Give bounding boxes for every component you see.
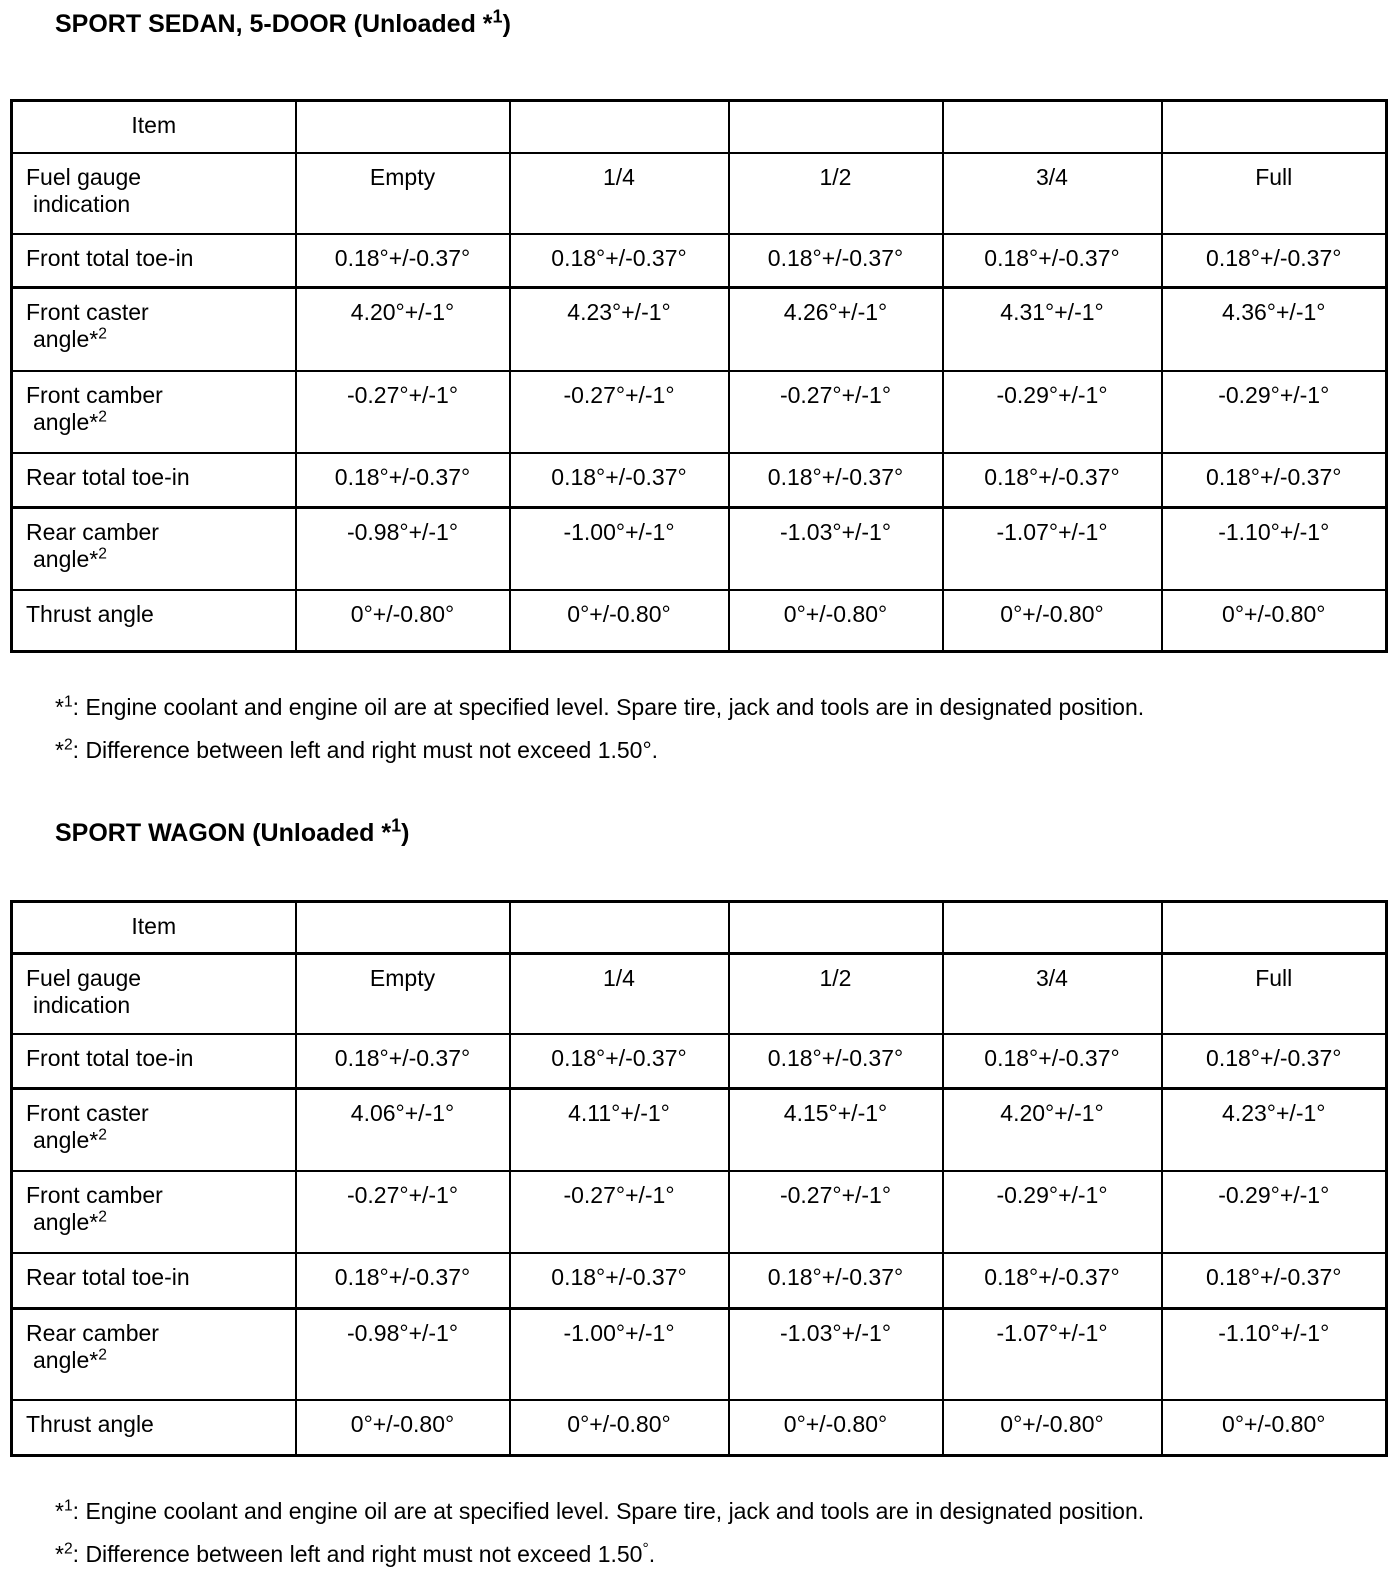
row-label-line-1: Thrust angle [26, 1411, 154, 1438]
footnote-marker: * [55, 736, 64, 763]
table-row [12, 371, 1387, 453]
row-label-cell [12, 508, 296, 590]
value-cell: 4.20°+/-1° [943, 1088, 1162, 1171]
row-label-line-1: Rear camber [26, 519, 159, 545]
value-cell: 4.26°+/-1° [729, 288, 943, 371]
value-cell: 4.06°+/-1° [296, 1088, 510, 1171]
row-label-cell [12, 453, 296, 508]
value-cell: -0.27°+/-1° [296, 1171, 510, 1253]
empty-header-cell [943, 101, 1162, 153]
value-cell: -0.27°+/-1° [510, 1171, 729, 1253]
value-cell: 1/4 [510, 153, 729, 234]
value-cell: 3/4 [943, 153, 1162, 234]
table-header-row [12, 901, 1387, 953]
value-cell: 0.18°+/-0.37° [943, 453, 1162, 508]
value-cell: 4.11°+/-1° [510, 1088, 729, 1171]
table-row [12, 234, 1387, 288]
row-label-cell [12, 288, 296, 371]
value-cell: 0.18°+/-0.37° [729, 1253, 943, 1308]
value-cell: Full [1162, 953, 1387, 1034]
footnote-text: Difference between left and right must not exceed 1.50 [85, 1540, 643, 1567]
value-cell: 4.23°+/-1° [510, 288, 729, 371]
table-row [12, 153, 1387, 234]
empty-header-cell [1162, 101, 1387, 153]
row-label-line-1: Fuel gauge [26, 964, 142, 991]
row-label-footnote-ref: 2 [98, 1346, 107, 1364]
row-label-cell [12, 1400, 296, 1455]
value-cell: 0.18°+/-0.37° [510, 1253, 729, 1308]
footnote-1 [55, 1497, 1392, 1527]
row-label-cell [12, 1171, 296, 1253]
footnotes-wagon [55, 1497, 1392, 1570]
row-label-line-1: Thrust angle [26, 600, 154, 627]
value-cell: 0°+/-0.80° [296, 590, 510, 652]
value-cell: -0.29°+/-1° [943, 1171, 1162, 1253]
alignment-spec-table-sedan [10, 99, 1388, 653]
row-label-line-2: angle*$^2$ [33, 407, 107, 435]
value-cell: 0.18°+/-0.37° [296, 234, 510, 288]
value-cell: Empty [296, 153, 510, 234]
row-label-cell [12, 1253, 296, 1308]
table-header-row [12, 101, 1387, 153]
table-row [12, 953, 1387, 1034]
table-row [12, 1253, 1387, 1308]
value-cell: -0.98°+/-1° [296, 508, 510, 590]
value-cell: 0.18°+/-0.37° [729, 234, 943, 288]
row-label-line-2: angle*$^2$ [33, 1126, 107, 1153]
footnote-marker-number: 1 [63, 693, 73, 711]
item-header-cell: Item [12, 101, 296, 153]
table-row [12, 288, 1387, 371]
row-label-line-1: Front total toe-in [26, 244, 194, 271]
value-cell: -1.10°+/-1° [1162, 1308, 1387, 1400]
title-text: SPORT SEDAN, 5-DOOR (Unloaded * [55, 10, 493, 38]
footnote-marker: * [55, 694, 64, 720]
empty-header-cell [943, 901, 1162, 953]
value-cell: -0.27°+/-1° [296, 371, 510, 453]
value-cell: -0.29°+/-1° [1162, 371, 1387, 453]
footnote-2 [55, 736, 1392, 766]
footnote-text: Difference between left and right must not exceed 1.50°. [85, 736, 659, 763]
value-cell: 0.18°+/-0.37° [510, 1034, 729, 1088]
value-cell: 4.15°+/-1° [729, 1088, 943, 1171]
empty-header-cell [510, 101, 729, 153]
footnote-marker: * [55, 1497, 64, 1524]
row-label-line-2: angle*$^2$ [33, 1208, 107, 1236]
value-cell: -1.00°+/-1° [510, 508, 729, 590]
table-row [12, 1308, 1387, 1400]
value-cell: 4.20°+/-1° [296, 288, 510, 371]
value-cell: -1.07°+/-1° [943, 1308, 1162, 1400]
row-label-line-1: Front camber [26, 381, 163, 408]
row-label-line-1: Front caster [26, 299, 149, 325]
value-cell: Full [1162, 153, 1387, 234]
row-label-line-1: Fuel gauge [26, 163, 142, 190]
footnote-marker: * [55, 1540, 64, 1567]
value-cell: -1.03°+/-1° [729, 1308, 943, 1400]
value-cell: 0.18°+/-0.37° [729, 1034, 943, 1088]
value-cell: -1.10°+/-1° [1162, 508, 1387, 590]
table-row [12, 1034, 1387, 1088]
value-cell: 0°+/-0.80° [296, 1400, 510, 1455]
value-cell: 0°+/-0.80° [943, 590, 1162, 652]
row-label-line-1: Rear total toe-in [26, 1264, 190, 1291]
alignment-spec-table-wagon [10, 900, 1388, 1457]
row-label-line-1: Front camber [26, 1182, 163, 1209]
value-cell: 0.18°+/-0.37° [510, 234, 729, 288]
table-row [12, 1171, 1387, 1253]
empty-header-cell [729, 101, 943, 153]
empty-header-cell [510, 901, 729, 953]
value-cell: 0°+/-0.80° [729, 590, 943, 652]
table-row [12, 453, 1387, 508]
row-label-footnote-ref: 2 [98, 325, 107, 343]
title-text-suffix: ) [502, 10, 511, 38]
row-label-line-1: Rear total toe-in [26, 463, 190, 490]
footnote-text: Engine coolant and engine oil are at specified level. Spare tire, jack and tools are in designated position. [85, 1497, 1145, 1524]
row-label-line-1: Front caster [26, 1099, 149, 1126]
value-cell: 1/4 [510, 953, 729, 1034]
footnote-marker-number: 2 [63, 736, 73, 754]
value-cell: -0.27°+/-1° [729, 1171, 943, 1253]
value-cell: -0.27°+/-1° [510, 371, 729, 453]
value-cell: 0.18°+/-0.37° [1162, 453, 1387, 508]
footnote-separator: : [72, 1540, 86, 1567]
row-label-line-1: Front total toe-in [26, 1045, 194, 1072]
table-row [12, 1400, 1387, 1455]
value-cell: 0.18°+/-0.37° [943, 1253, 1162, 1308]
value-cell: 0°+/-0.80° [729, 1400, 943, 1455]
row-label-line-2: angle*$^2$ [33, 325, 107, 353]
empty-header-cell [1162, 901, 1387, 953]
value-cell: 0.18°+/-0.37° [296, 453, 510, 508]
title-text-suffix: ) [401, 818, 410, 847]
section-title-sport-wagon [55, 779, 1392, 848]
value-cell: -1.03°+/-1° [729, 508, 943, 590]
item-header-cell: Item [12, 901, 296, 953]
row-label-cell [12, 1088, 296, 1171]
table-row [12, 590, 1387, 652]
footnote-separator: : [72, 736, 86, 763]
empty-header-cell [296, 901, 510, 953]
footnotes-sedan [55, 693, 1392, 766]
value-cell: -1.00°+/-1° [510, 1308, 729, 1400]
table-row [12, 1088, 1387, 1171]
footnote-tail: . [648, 1540, 656, 1567]
value-cell: -0.98°+/-1° [296, 1308, 510, 1400]
title-text: SPORT WAGON (Unloaded * [55, 818, 392, 847]
row-label-cell [12, 590, 296, 652]
empty-header-cell [729, 901, 943, 953]
section-title-sport-sedan [55, 0, 1392, 39]
row-label-cell [12, 1308, 296, 1400]
value-cell: 4.31°+/-1° [943, 288, 1162, 371]
value-cell: 0°+/-0.80° [943, 1400, 1162, 1455]
value-cell: -0.27°+/-1° [729, 371, 943, 453]
value-cell: 0.18°+/-0.37° [943, 1034, 1162, 1088]
row-label-cell [12, 153, 296, 234]
row-label-footnote-ref: 2 [98, 1126, 107, 1144]
value-cell: 0°+/-0.80° [510, 590, 729, 652]
value-cell: 0°+/-0.80° [510, 1400, 729, 1455]
row-label-cell [12, 1034, 296, 1088]
value-cell: 1/2 [729, 153, 943, 234]
footnote-separator: : [72, 694, 86, 720]
sport-wagon-section [0, 779, 1392, 1570]
footnote-1 [55, 693, 1392, 723]
footnote-degree-sup: ° [642, 1540, 649, 1558]
title-footnote-ref: 1 [391, 815, 402, 836]
value-cell: 4.23°+/-1° [1162, 1088, 1387, 1171]
footnote-marker-number: 2 [63, 1540, 73, 1558]
row-label-cell [12, 371, 296, 453]
value-cell: 0.18°+/-0.37° [1162, 1253, 1387, 1308]
value-cell: 3/4 [943, 953, 1162, 1034]
table-row [12, 508, 1387, 590]
sport-sedan-section [0, 0, 1392, 766]
row-label-cell [12, 953, 296, 1034]
value-cell: 0.18°+/-0.37° [943, 234, 1162, 288]
value-cell: 0.18°+/-0.37° [1162, 234, 1387, 288]
row-label-footnote-ref: 2 [98, 1208, 107, 1226]
value-cell: 0.18°+/-0.37° [296, 1253, 510, 1308]
footnote-text: Engine coolant and engine oil are at specified level. Spare tire, jack and tools are in designated position. [85, 694, 1145, 720]
value-cell: 0.18°+/-0.37° [510, 453, 729, 508]
footnote-separator: : [72, 1497, 86, 1524]
value-cell: -1.07°+/-1° [943, 508, 1162, 590]
row-label-line-2: angle*$^2$ [33, 545, 107, 573]
value-cell: 0.18°+/-0.37° [1162, 1034, 1387, 1088]
title-footnote-ref: 1 [492, 6, 503, 27]
value-cell: -0.29°+/-1° [943, 371, 1162, 453]
row-label-cell [12, 234, 296, 288]
footnote-2 [55, 1540, 1392, 1570]
row-label-line-1: Rear camber [26, 1319, 159, 1346]
row-label-footnote-ref: 2 [98, 545, 107, 563]
value-cell: 0°+/-0.80° [1162, 1400, 1387, 1455]
value-cell: Empty [296, 953, 510, 1034]
value-cell: 0.18°+/-0.37° [296, 1034, 510, 1088]
footnote-marker-number: 1 [63, 1497, 73, 1515]
value-cell: -0.29°+/-1° [1162, 1171, 1387, 1253]
row-label-line-2: angle*$^2$ [33, 1346, 107, 1373]
value-cell: 0°+/-0.80° [1162, 590, 1387, 652]
value-cell: 1/2 [729, 953, 943, 1034]
row-label-line-2: indication [33, 190, 131, 217]
value-cell: 0.18°+/-0.37° [729, 453, 943, 508]
value-cell: 4.36°+/-1° [1162, 288, 1387, 371]
row-label-footnote-ref: 2 [98, 407, 107, 425]
row-label-line-2: indication [33, 991, 131, 1018]
empty-header-cell [296, 101, 510, 153]
